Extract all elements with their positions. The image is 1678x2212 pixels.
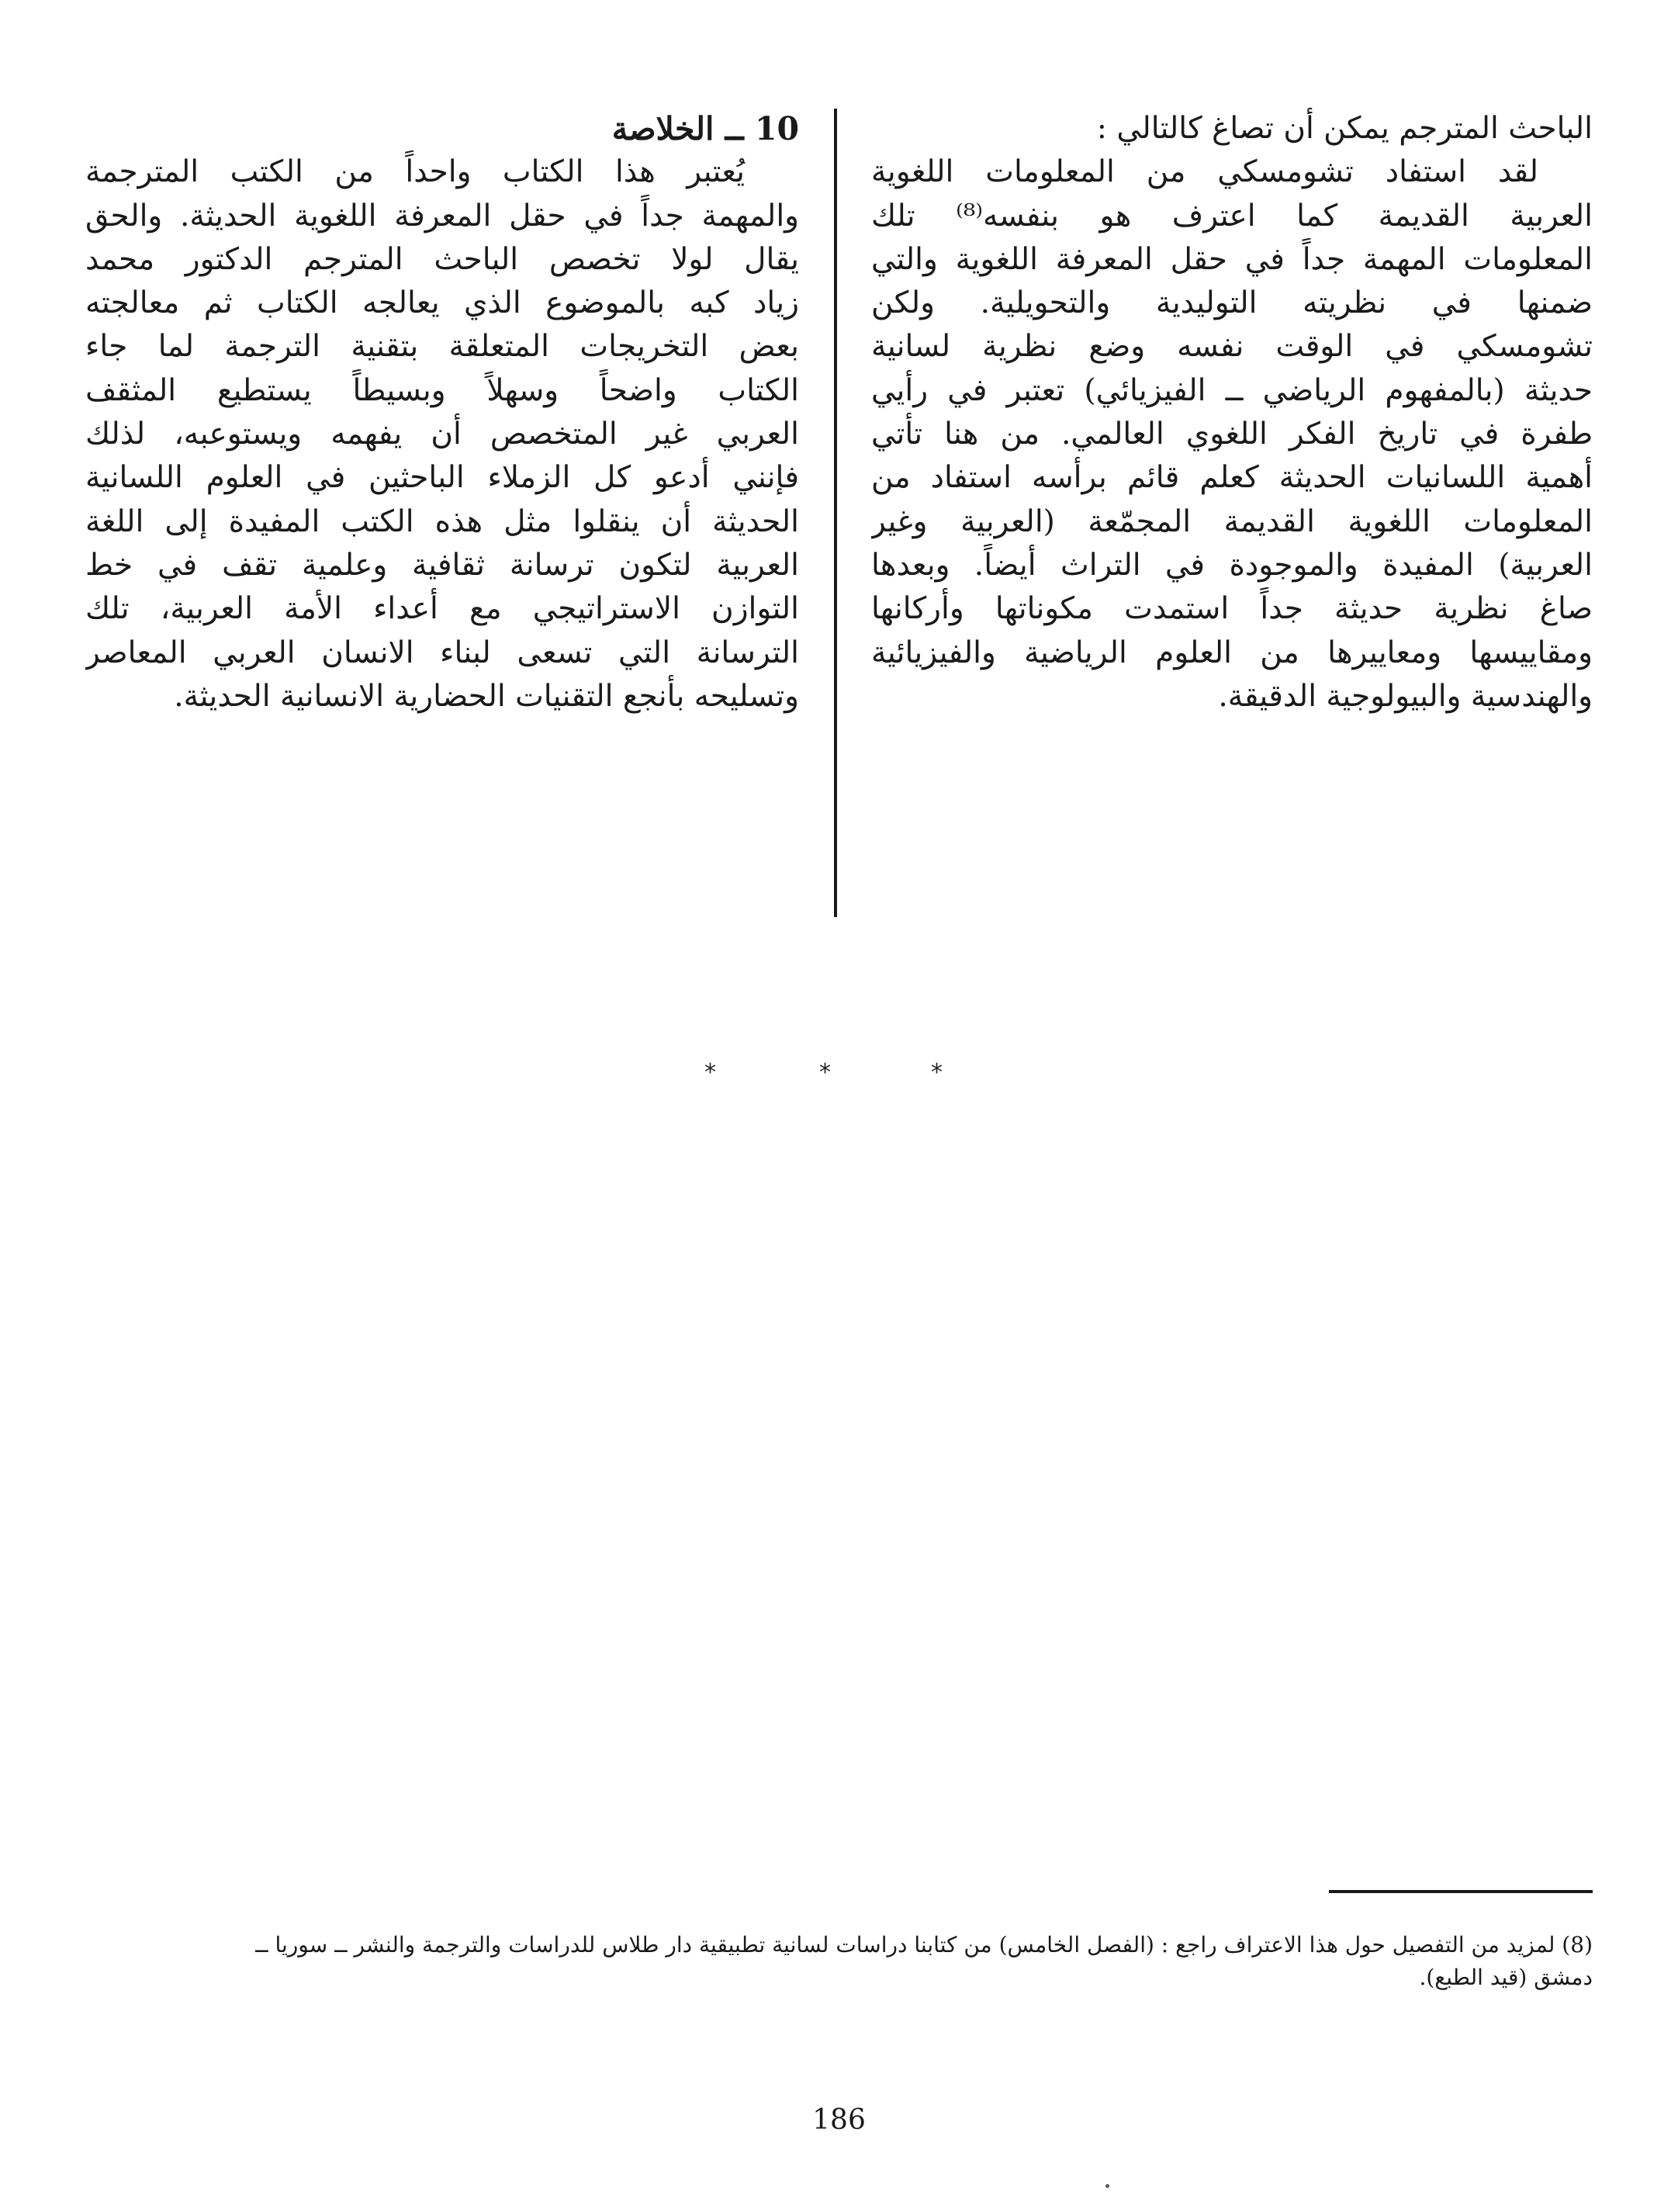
paragraph-line: المعلومات اللغوية القديمة المجمّعة (العربية وغير — [871, 504, 1593, 539]
paragraph-line: فإنني أدعو كل الزملاء الباحثين في العلوم اللسانية — [85, 460, 799, 496]
separator-asterisk: * — [931, 1059, 943, 1086]
paragraph-line: ومقاييسها ومعاييرها من العلوم الرياضية والفيزيائية — [871, 635, 1593, 670]
paragraph-line: العربية القديمة كما اعترف هو بنفسه⁽⁸⁾ تلك — [871, 198, 1593, 234]
paragraph-line: الباحث المترجم يمكن أن تصاغ كالتالي : — [1096, 111, 1593, 146]
left-text-column — [85, 107, 799, 718]
paragraph-line: لقد استفاد تشومسكي من المعلومات اللغوية — [871, 154, 1538, 190]
footnote-line: (8) لمزيد من التفصيل حول هذا الاعتراف راجع : (الفصل الخامس) من كتابنا دراسات لسانية تطبيقية دار طلاس للدراسات والترجمة والنشر ــ سوريا ــ — [255, 1932, 1593, 1958]
paragraph-line: بعض التخريجات المتعلقة بتقنية الترجمة لما جاء — [85, 329, 799, 365]
footnote-rule — [1329, 1890, 1593, 1893]
paragraph-line: زياد كبه بالموضوع الذي يعالجه الكتاب ثم معالجته — [85, 286, 799, 321]
paragraph-line: والمهمة جداً في حقل المعرفة اللغوية الحديثة. والحق — [85, 198, 799, 234]
right-text-column — [871, 107, 1593, 718]
paragraph-line: حديثة (بالمفهوم الرياضي ــ الفيزيائي) تعتبر في رأيي — [871, 372, 1593, 408]
footnote — [80, 1929, 1593, 1994]
paragraph-line: طفرة في تاريخ الفكر اللغوي العالمي. من هنا تأتي — [871, 417, 1593, 452]
paragraph-line: المعلومات المهمة جداً في حقل المعرفة اللغوية والتي — [871, 241, 1593, 277]
column-divider — [834, 109, 837, 917]
section-heading: 10 ــ الخلاصة — [611, 110, 799, 147]
paragraph-line: العربي غير المتخصص أن يفهمه ويستوعبه، لذلك — [85, 417, 799, 452]
paragraph-line: التوازن الاستراتيجي مع أعداء الأمة العربية، تلك — [85, 591, 799, 627]
paragraph-line: يُعتبر هذا الكتاب واحداً من الكتب المترجمة — [85, 154, 745, 190]
scan-speck — [1105, 2184, 1109, 2188]
paragraph-line: الكتاب واضحاً وسهلاً وبسيطاً يستطيع المثقف — [85, 372, 799, 408]
page-number: 186 — [812, 2104, 866, 2136]
paragraph-line: العربية) المفيدة والموجودة في التراث أيضاً. وبعدها — [871, 547, 1593, 583]
paragraph-line: تشومسكي في الوقت نفسه وضع نظرية لسانية — [871, 329, 1593, 365]
paragraph-line: الحديثة أن ينقلوا مثل هذه الكتب المفيدة إلى اللغة — [85, 504, 799, 539]
paragraph-line: وتسليحه بأنجع التقنيات الحضارية الانسانية الحديثة. — [174, 678, 799, 714]
paragraph-line: يقال لولا تخصص الباحث المترجم الدكتور محمد — [85, 241, 799, 277]
paragraph-line: أهمية اللسانيات الحديثة كعلم قائم برأسه استفاد من — [871, 460, 1593, 496]
paragraph-line: الترسانة التي تسعى لبناء الانسان العربي المعاصر — [85, 635, 799, 670]
paragraph-line: ضمنها في نظريته التوليدية والتحويلية. ولكن — [871, 286, 1593, 321]
separator-asterisk: * — [819, 1059, 831, 1086]
paragraph-line: العربية لتكون ترسانة ثقافية وعلمية تقف في خط — [85, 547, 799, 583]
footnote-line: دمشق (قيد الطبع). — [1419, 1964, 1593, 1990]
separator-asterisk: * — [704, 1059, 716, 1086]
section-separator — [0, 1061, 1678, 1092]
paragraph-line: والهندسية والبيولوجية الدقيقة. — [1218, 678, 1593, 714]
paragraph-line: صاغ نظرية حديثة جداً استمدت مكوناتها وأركانها — [871, 591, 1593, 627]
